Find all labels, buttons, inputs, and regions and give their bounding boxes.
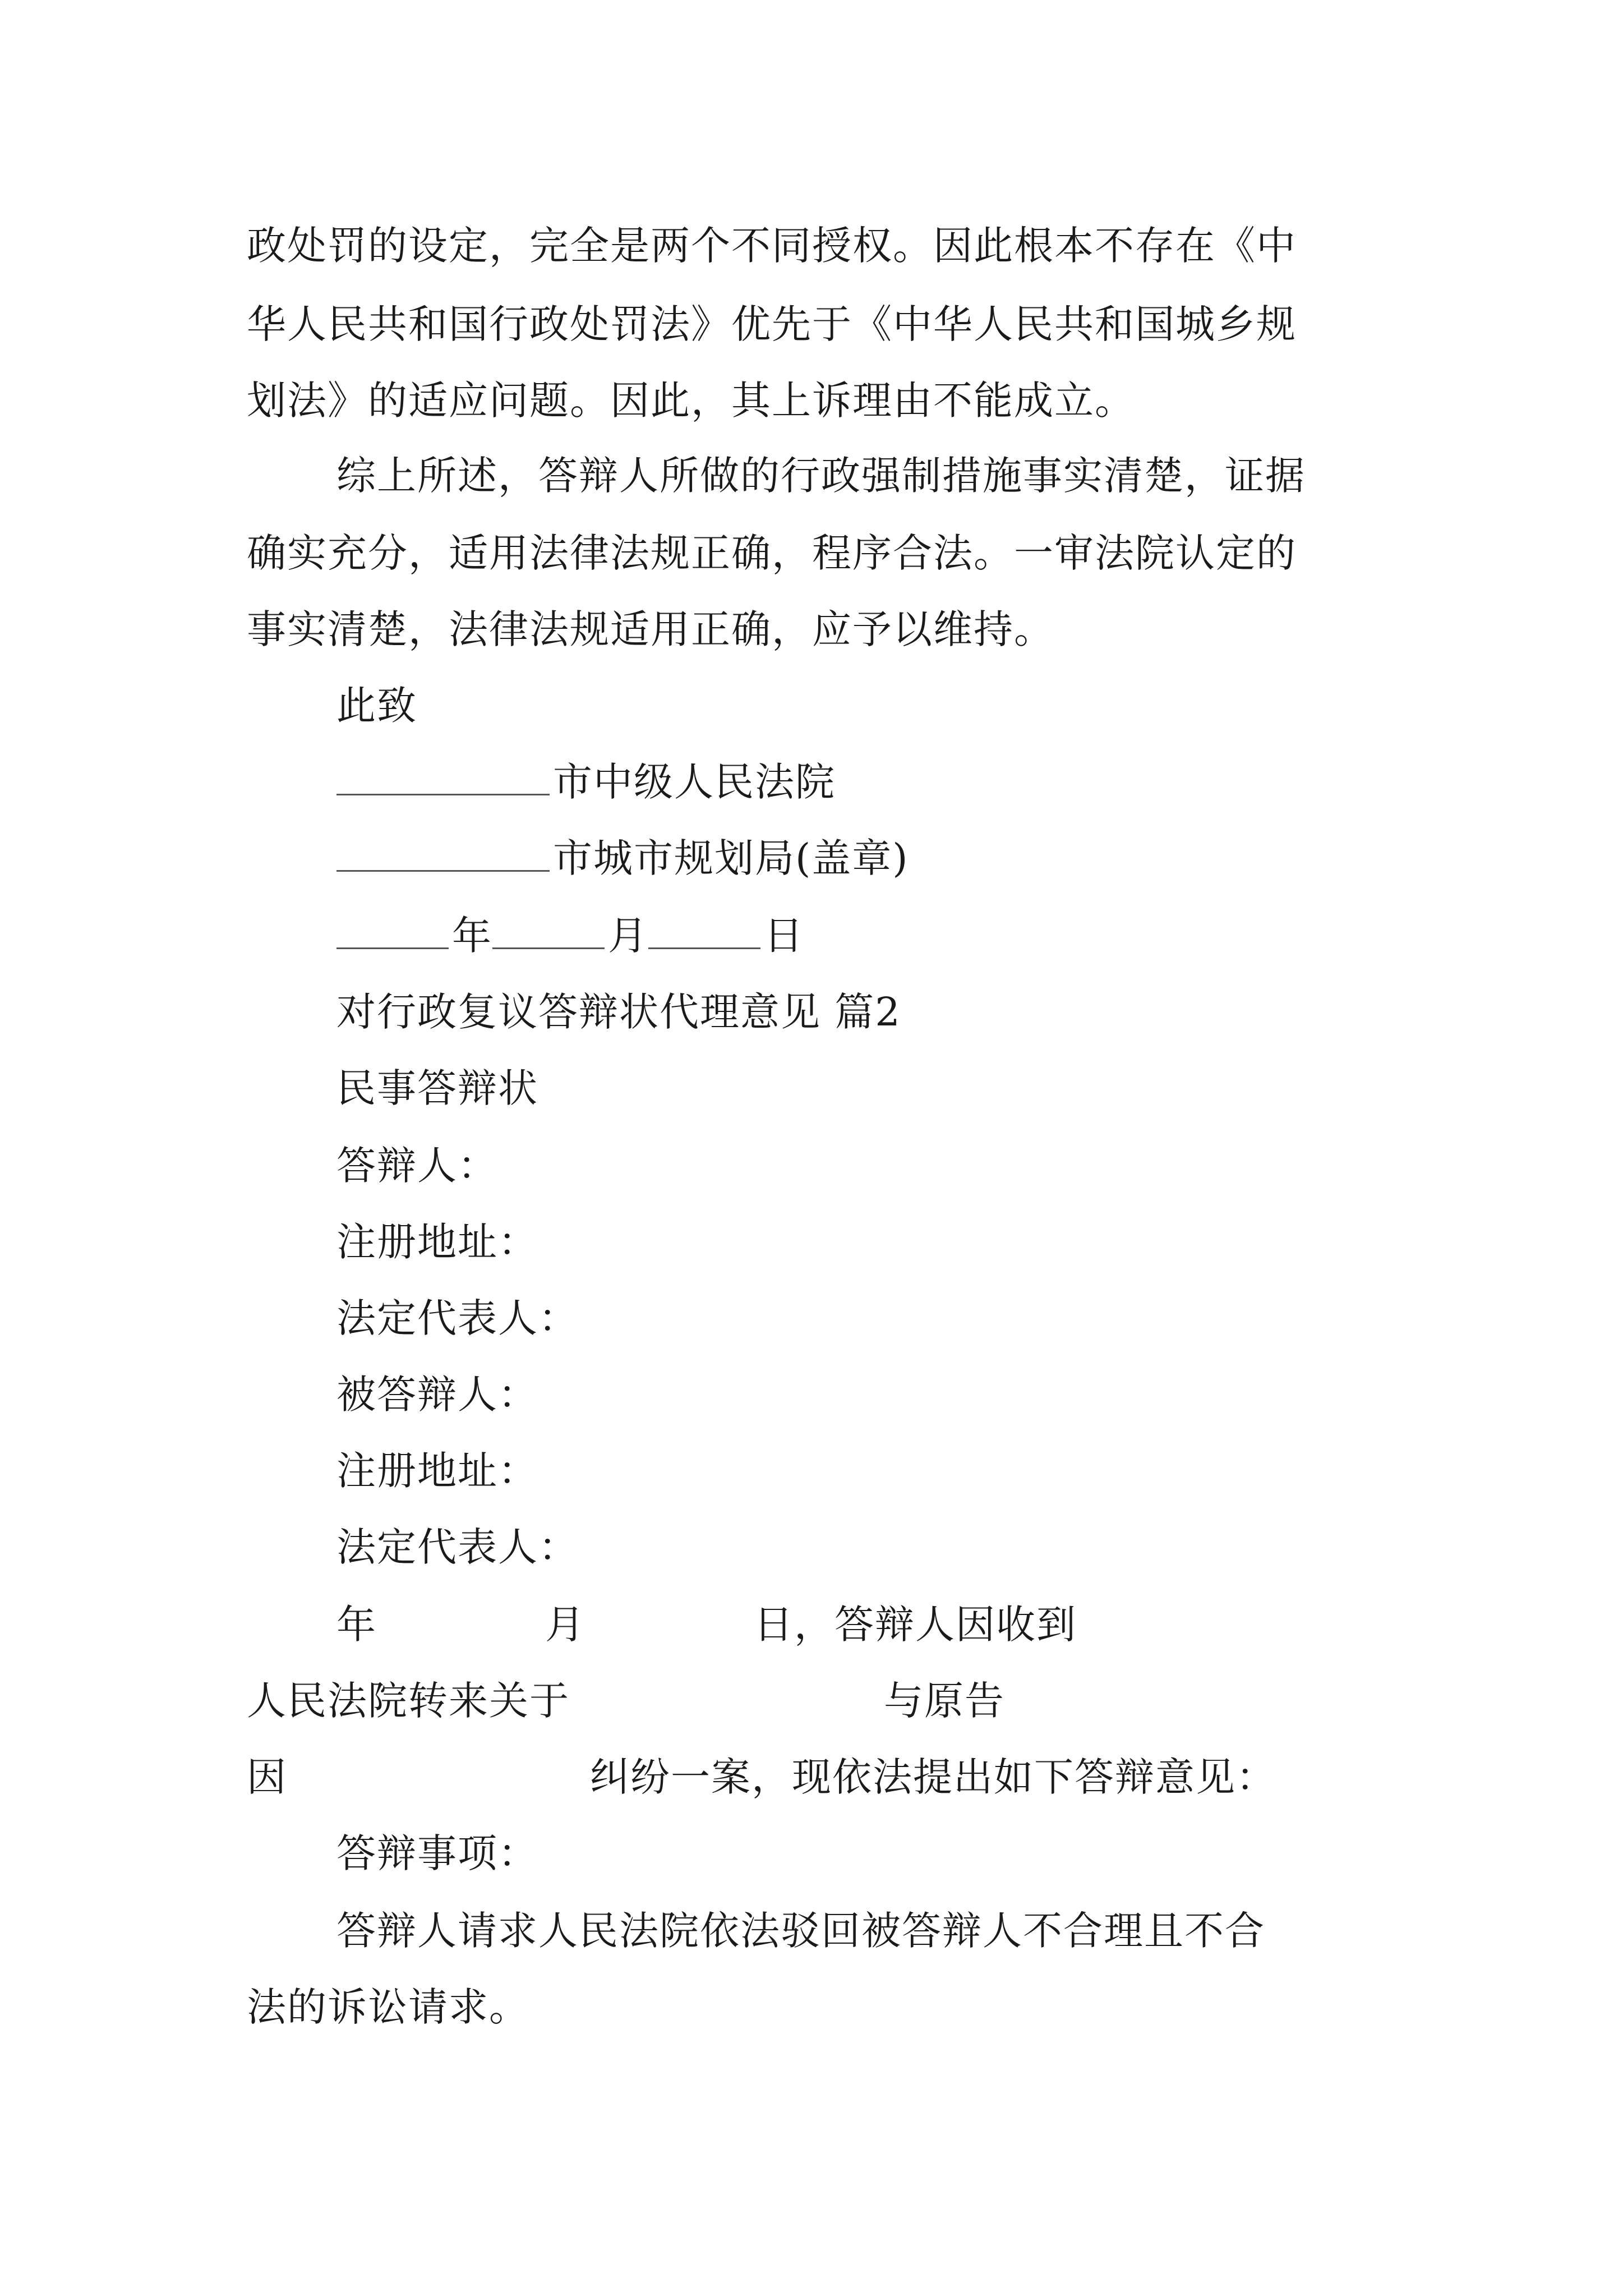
section-title: 对行政复议答辩状代理意见 篇2 — [336, 989, 901, 1035]
field-respondent-legal-rep: 法定代表人： — [336, 1295, 579, 1341]
date-line — [336, 909, 1481, 963]
body-text-line: 华人民共和国行政处罚法》优先于《中华人民共和国城乡规 — [247, 301, 1297, 347]
field-claimant-address: 注册地址： — [336, 1448, 538, 1494]
body-text-line: 法的诉讼请求。 — [247, 1984, 529, 2030]
body-text-line: 综上所述，答辩人所做的行政强制措施事实清楚，证据 — [336, 453, 1306, 499]
date-day-label: 日 — [764, 913, 804, 959]
intro-court-text: 人民法院转来关于 — [247, 1678, 570, 1724]
intro-year: 年 — [336, 1602, 377, 1648]
matters-heading: 答辩事项： — [336, 1830, 538, 1876]
blank-underline — [648, 912, 760, 949]
blank-underline — [336, 834, 550, 872]
field-claimant: 被答辩人： — [336, 1372, 538, 1418]
intro-day-text: 日，答辩人因收到 — [754, 1602, 1077, 1648]
body-text-line: 事实清楚，法律法规适用正确，应予以维持。 — [247, 606, 1054, 652]
field-respondent: 答辩人： — [336, 1143, 498, 1189]
closing-salutation: 此致 — [336, 683, 417, 729]
blank-underline — [492, 912, 605, 949]
body-text-line: 确实充分，适用法律法规正确，程序合法。一审法院认定的 — [247, 530, 1297, 576]
intro-month: 月 — [545, 1602, 585, 1648]
body-text-line: 政处罚的设定，完全是两个不同授权。因此根本不存在《中 — [247, 223, 1297, 269]
signer-line — [336, 831, 1481, 885]
field-claimant-legal-rep: 法定代表人： — [336, 1524, 579, 1570]
recipient-court: 市中级人民法院 — [553, 759, 836, 805]
recipient-line — [336, 755, 1481, 809]
intro-cause-line — [247, 1750, 1391, 1804]
blank-underline — [336, 758, 550, 795]
intro-cause-prefix: 因 — [247, 1754, 287, 1800]
field-respondent-address: 注册地址： — [336, 1219, 538, 1265]
intro-court-line — [247, 1674, 1391, 1728]
form-title: 民事答辩状 — [336, 1065, 538, 1111]
intro-date-line — [336, 1598, 1481, 1651]
blank-underline — [336, 912, 449, 949]
signer-name: 市城市规划局(盖章) — [553, 835, 909, 881]
date-year-label: 年 — [452, 913, 492, 959]
intro-cause-text: 纠纷一案，现依法提出如下答辩意见： — [590, 1754, 1276, 1800]
date-month-label: 月 — [608, 913, 648, 959]
intro-plaintiff-text: 与原告 — [884, 1678, 1005, 1724]
body-text-line: 划法》的适应问题。因此，其上诉理由不能成立。 — [247, 378, 1135, 424]
body-text-line: 答辩人请求人民法院依法驳回被答辩人不合理且不合 — [336, 1908, 1265, 1954]
